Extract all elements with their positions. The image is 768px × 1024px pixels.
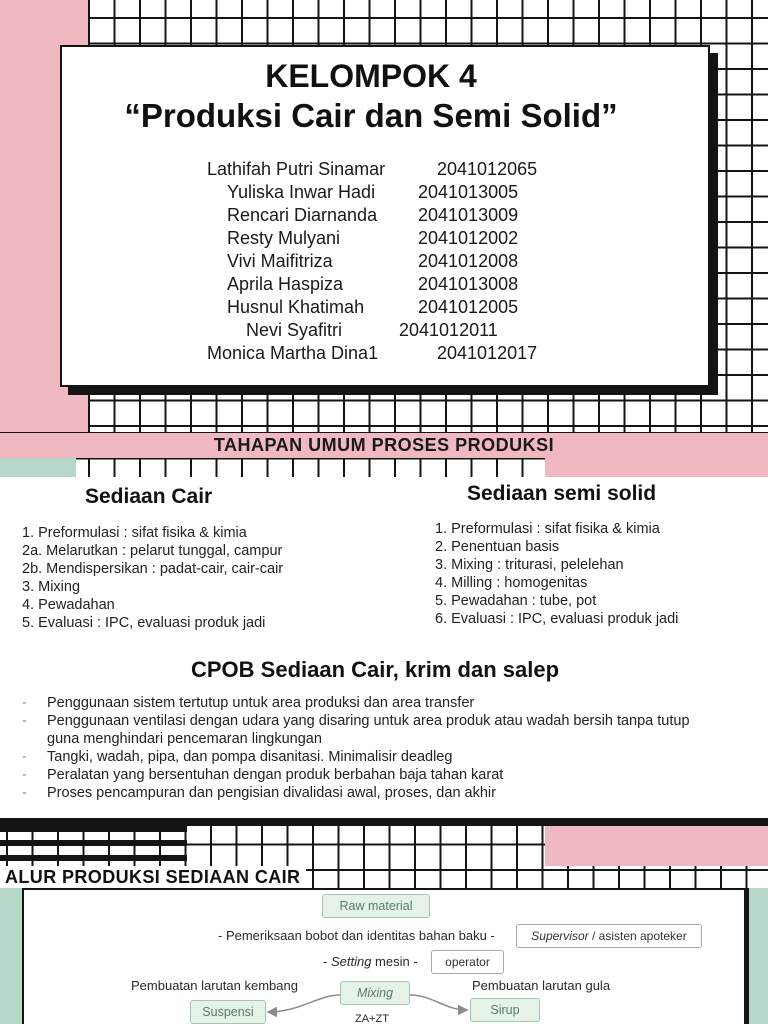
flow-title: ALUR PRODUKSI SEDIAAN CAIR xyxy=(0,866,306,888)
member-name: Resty Mulyani xyxy=(227,228,341,248)
mint-accent-block xyxy=(0,458,76,477)
member-row xyxy=(62,250,708,273)
member-name: Nevi Syafitri xyxy=(246,320,343,340)
semisolid-step: 1. Preformulasi : sifat fisika & kimia xyxy=(435,521,660,537)
mixing-label: Mixing xyxy=(356,986,394,1000)
member-name: Vivi Maifitriza xyxy=(227,251,333,271)
slide-production-flow xyxy=(0,818,768,1024)
sirup-node: Sirup xyxy=(470,998,540,1022)
pink-accent-block xyxy=(545,458,768,477)
liquid-step: 4. Pewadahan xyxy=(22,597,115,613)
semisolid-heading: Sediaan semi solid xyxy=(467,482,657,505)
liquid-step: 2a. Melarutkan : pelarut tunggal, campur xyxy=(22,543,283,559)
slide-cover xyxy=(0,0,768,432)
semisolid-step: 3. Mixing : triturasi, pelelehan xyxy=(435,557,624,573)
member-nim: 2041012011 xyxy=(399,320,498,340)
semisolid-step: 2. Penentuan basis xyxy=(435,539,560,555)
member-nim: 2041012005 xyxy=(418,297,519,317)
setting-role-node: operator xyxy=(431,950,504,974)
cpob-bullet xyxy=(0,766,760,784)
semisolid-step: 4. Milling : homogenitas xyxy=(435,575,588,591)
presentation-subtitle: “Produksi Cair dan Semi Solid” xyxy=(124,97,618,134)
bullet-marker: - xyxy=(22,749,27,765)
additives-label: ZA+ZT xyxy=(355,1013,389,1024)
role-rest: / asisten apoteker xyxy=(588,929,687,943)
member-row xyxy=(62,227,708,250)
cover-card xyxy=(60,45,710,387)
setting-suffix: mesin - xyxy=(371,954,418,969)
setting-prefix: - xyxy=(323,954,331,969)
bullet-marker: - xyxy=(22,695,27,711)
right-branch-label: Pembuatan larutan gula xyxy=(472,978,611,993)
content-panel xyxy=(0,477,768,818)
group-title: KELOMPOK 4 xyxy=(265,58,477,94)
member-nim: 2041013008 xyxy=(418,274,519,294)
member-row xyxy=(62,273,708,296)
member-name: Husnul Khatimah xyxy=(227,297,365,317)
setting-italic: Setting xyxy=(330,954,372,969)
member-row xyxy=(62,296,708,319)
semisolid-steps-list xyxy=(435,520,755,628)
liquid-step: 1. Preformulasi : sifat fisika & kimia xyxy=(22,525,247,541)
bullet-text: Penggunaan ventilasi dengan udara yang disaring untuk area produk atau wadah bersih tanpa tutup xyxy=(47,713,690,729)
raw-material-node: Raw material xyxy=(322,894,430,918)
liquid-step: 3. Mixing xyxy=(22,579,81,595)
liquid-heading: Sediaan Cair xyxy=(85,485,213,508)
arrow-mixing-to-sirup xyxy=(410,995,467,1010)
member-name: Monica Martha Dina1 xyxy=(207,343,379,363)
member-row xyxy=(62,158,708,181)
cpob-bullet xyxy=(0,784,760,802)
member-name: Rencari Diarnanda xyxy=(227,205,378,225)
member-name: Yuliska Inwar Hadi xyxy=(227,182,376,202)
bullet-text: Penggunaan sistem tertutup untuk area produksi dan area transfer xyxy=(47,695,475,711)
cpob-heading: CPOB Sediaan Cair, krim dan salep xyxy=(190,657,560,682)
member-row xyxy=(62,204,708,227)
bullet-text: Proses pencampuran dan pengisian divalidasi awal, proses, dan akhir xyxy=(47,785,496,801)
member-nim: 2041012002 xyxy=(418,228,519,248)
member-list xyxy=(62,158,708,368)
bullet-marker: - xyxy=(22,785,27,801)
inspection-role-node xyxy=(516,924,702,948)
liquid-step: 2b. Mendispersikan : padat-cair, cair-cair xyxy=(22,561,284,577)
semisolid-step: 6. Evaluasi : IPC, evaluasi produk jadi xyxy=(435,611,679,627)
member-row xyxy=(62,342,708,365)
inspection-step-label: - Pemeriksaan bobot dan identitas bahan baku - xyxy=(218,928,495,943)
bullet-marker: - xyxy=(22,767,27,783)
cpob-bullet xyxy=(0,694,760,712)
bullet-text: Peralatan yang bersentuhan dengan produk berbahan baja tahan karat xyxy=(47,767,504,783)
left-branch-label: Pembuatan larutan kembang xyxy=(131,978,298,993)
member-name: Aprila Haspiza xyxy=(227,274,344,294)
member-nim: 2041013009 xyxy=(418,205,519,225)
banner-title: TAHAPAN UMUM PROSES PRODUKSI xyxy=(213,435,555,455)
member-nim: 2041013005 xyxy=(418,182,519,202)
arrow-mixing-to-suspensi xyxy=(268,995,340,1012)
member-name: Lathifah Putri Sinamar xyxy=(207,159,386,179)
role-italic: Supervisor xyxy=(531,929,589,943)
semisolid-step: 5. Pewadahan : tube, pot xyxy=(435,593,597,609)
suspensi-node: Suspensi xyxy=(190,1000,266,1024)
bullet-text: Tangki, wadah, pipa, dan pompa disanitasi. Minimalisir deadleg xyxy=(47,749,453,765)
member-nim: 2041012008 xyxy=(418,251,519,271)
mixing-node xyxy=(340,981,410,1005)
liquid-step: 5. Evaluasi : IPC, evaluasi produk jadi xyxy=(22,615,266,631)
member-row xyxy=(62,319,708,342)
member-nim: 2041012065 xyxy=(437,159,538,179)
bullet-marker: - xyxy=(22,713,27,729)
cpob-bullet xyxy=(0,748,760,766)
cpob-bullet xyxy=(0,712,760,748)
member-row xyxy=(62,181,708,204)
liquid-steps-list xyxy=(22,524,422,632)
setting-step-label xyxy=(323,953,418,971)
slide-production-stages xyxy=(0,432,768,818)
member-nim: 2041012017 xyxy=(437,343,538,363)
bullet-text-continued: guna menghindari pencemaran lingkungan xyxy=(47,731,322,747)
